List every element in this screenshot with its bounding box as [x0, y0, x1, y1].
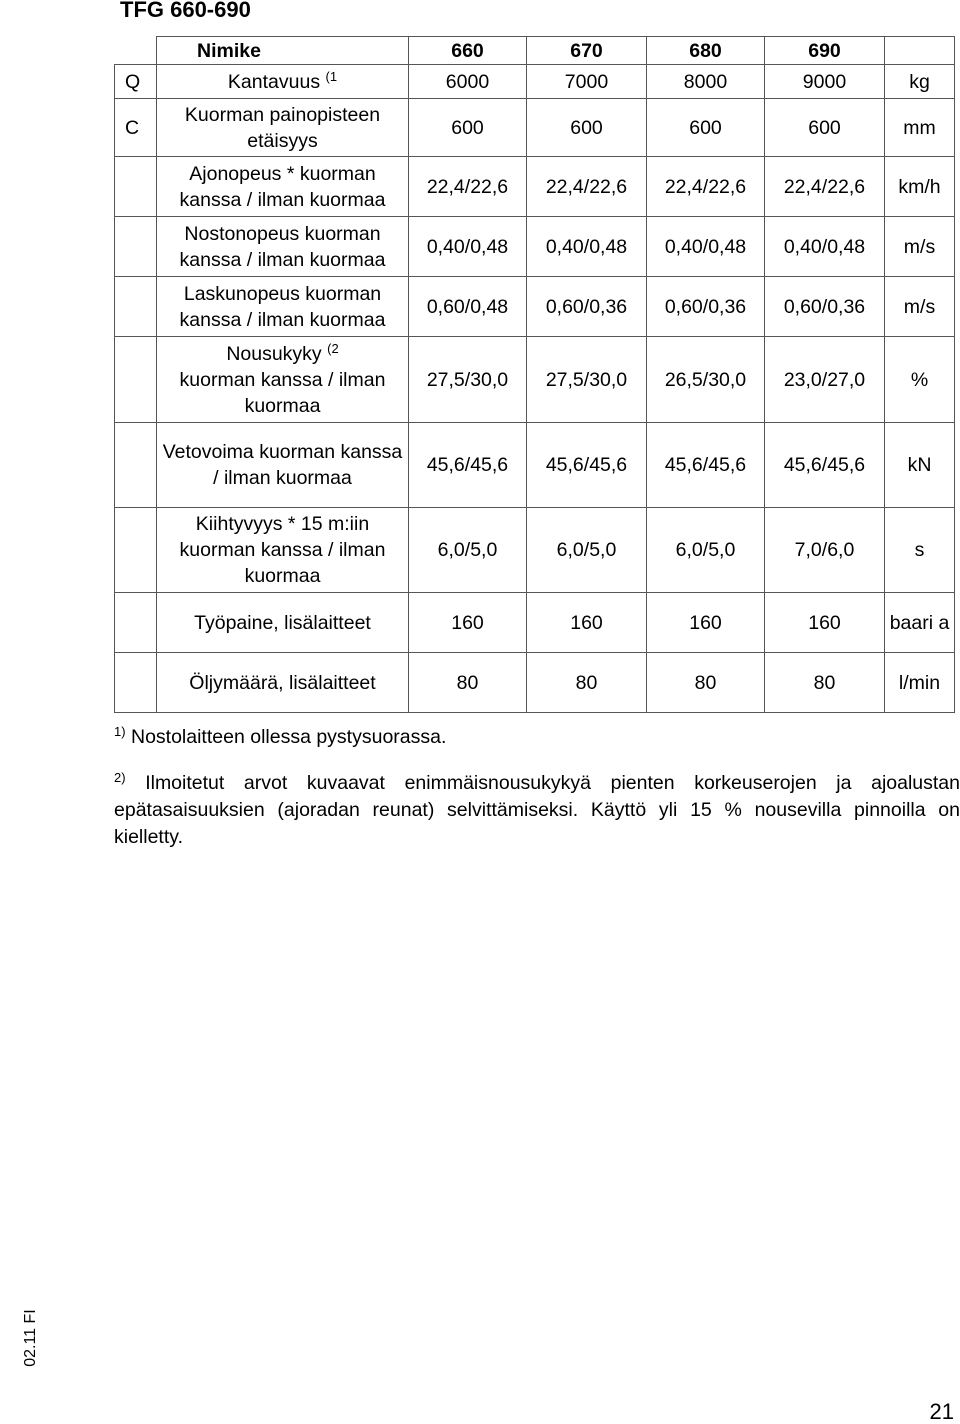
- row-value: 6,0/5,0: [647, 508, 765, 593]
- row-unit: s: [885, 508, 955, 593]
- row-value: 8000: [647, 65, 765, 99]
- row-unit: baari a: [885, 593, 955, 653]
- row-unit: km/h: [885, 157, 955, 217]
- table-row: [115, 423, 955, 508]
- row-label: Kiihtyvyys * 15 m:iin kuorman kanssa / ilman kuormaa: [157, 508, 409, 593]
- row-value: 80: [647, 653, 765, 713]
- row-value: 7000: [527, 65, 647, 99]
- row-value: 6,0/5,0: [409, 508, 527, 593]
- row-value: 0,40/0,48: [527, 217, 647, 277]
- row-value: 0,40/0,48: [765, 217, 885, 277]
- row-symbol: Q: [115, 65, 157, 99]
- specification-table: [114, 36, 955, 713]
- row-value: 45,6/45,6: [765, 423, 885, 508]
- row-symbol: [115, 593, 157, 653]
- row-value: 600: [409, 99, 527, 157]
- footnote-text: Ilmoitetut arvot kuvaavat enimmäisnousukykyä pienten korkeuserojen ja ajoalustan epätasaisuuksien (ajoradan reunat) selvittämiseksi. Käyttö yli 15 % nousevilla pinnoilla on kielletty.: [114, 772, 960, 848]
- row-value: 0,60/0,36: [527, 277, 647, 337]
- row-value: 0,60/0,36: [765, 277, 885, 337]
- row-value: 45,6/45,6: [527, 423, 647, 508]
- row-value: 22,4/22,6: [409, 157, 527, 217]
- row-value: 600: [527, 99, 647, 157]
- row-label: Laskunopeus kuorman kanssa / ilman kuormaa: [157, 277, 409, 337]
- row-value: 7,0/6,0: [765, 508, 885, 593]
- row-unit: mm: [885, 99, 955, 157]
- row-value: 80: [527, 653, 647, 713]
- row-value: 22,4/22,6: [647, 157, 765, 217]
- row-value: 80: [409, 653, 527, 713]
- row-unit: m/s: [885, 277, 955, 337]
- row-label: Vetovoima kuorman kanssa / ilman kuormaa: [157, 423, 409, 508]
- footnote-text: Nostolaitteen ollessa pystysuorassa.: [130, 726, 447, 748]
- row-value: 27,5/30,0: [527, 337, 647, 423]
- row-symbol: [115, 277, 157, 337]
- footnote-ref: (2: [327, 340, 339, 356]
- row-symbol: [115, 653, 157, 713]
- footnote-marker: 2): [114, 770, 126, 785]
- row-value: 26,5/30,0: [647, 337, 765, 423]
- row-value: 160: [765, 593, 885, 653]
- row-label: Nousukyky $^{(2}$ kuorman kanssa / ilman kuormaa: [157, 337, 409, 423]
- row-value: 0,40/0,48: [647, 217, 765, 277]
- row-value: 22,4/22,6: [527, 157, 647, 217]
- row-value: 6000: [409, 65, 527, 99]
- row-value: 160: [409, 593, 527, 653]
- row-value: 600: [765, 99, 885, 157]
- table-row: [115, 217, 955, 277]
- row-label: Työpaine, lisälaitteet: [157, 593, 409, 653]
- row-value: 0,40/0,48: [409, 217, 527, 277]
- row-unit: kN: [885, 423, 955, 508]
- row-value: 6,0/5,0: [527, 508, 647, 593]
- table-row: [115, 508, 955, 593]
- header-name-label: Nimike: [157, 37, 409, 65]
- row-value: 80: [765, 653, 885, 713]
- header-model-660: 660: [409, 37, 527, 65]
- table-row: [115, 593, 955, 653]
- row-symbol: C: [115, 99, 157, 157]
- row-value: 23,0/27,0: [765, 337, 885, 423]
- row-label: Ajonopeus * kuorman kanssa / ilman kuormaa: [157, 157, 409, 217]
- document-title: TFG 660-690: [120, 0, 251, 22]
- footer-code: 02.11 FI: [22, 1309, 39, 1367]
- row-value: 45,6/45,6: [647, 423, 765, 508]
- table-row: [115, 99, 955, 157]
- row-symbol: [115, 337, 157, 423]
- header-blank-cell: [115, 37, 157, 65]
- row-value: 0,60/0,36: [647, 277, 765, 337]
- row-value: 600: [647, 99, 765, 157]
- row-unit: %: [885, 337, 955, 423]
- row-unit: m/s: [885, 217, 955, 277]
- row-symbol: [115, 217, 157, 277]
- page-number: 21: [929, 1399, 954, 1424]
- header-model-670: 670: [527, 37, 647, 65]
- row-value: 27,5/30,0: [409, 337, 527, 423]
- footnote-marker: 1): [114, 724, 126, 739]
- header-model-680: 680: [647, 37, 765, 65]
- row-value: 0,60/0,48: [409, 277, 527, 337]
- row-unit: l/min: [885, 653, 955, 713]
- row-label: Kantavuus $^{(1}$: [157, 65, 409, 99]
- row-label: Kuorman painopisteen etäisyys: [157, 99, 409, 157]
- row-symbol: [115, 423, 157, 508]
- table-header-row: [115, 37, 955, 65]
- row-value: 160: [527, 593, 647, 653]
- row-label: Nostonopeus kuorman kanssa / ilman kuormaa: [157, 217, 409, 277]
- row-value: 160: [647, 593, 765, 653]
- row-symbol: [115, 508, 157, 593]
- table-row: [115, 157, 955, 217]
- header-model-690: 690: [765, 37, 885, 65]
- footnote-1: [114, 724, 446, 750]
- table-row: [115, 277, 955, 337]
- row-value: 45,6/45,6: [409, 423, 527, 508]
- row-value: 9000: [765, 65, 885, 99]
- row-unit: kg: [885, 65, 955, 99]
- table-row: [115, 65, 955, 99]
- row-value: 22,4/22,6: [765, 157, 885, 217]
- row-label: Öljymäärä, lisälaitteet: [157, 653, 409, 713]
- row-symbol: [115, 157, 157, 217]
- table-row: [115, 653, 955, 713]
- table-row: [115, 337, 955, 423]
- footnote-ref: (1: [325, 68, 338, 84]
- header-unit-cell: [885, 37, 955, 65]
- footnote-2: [114, 770, 960, 851]
